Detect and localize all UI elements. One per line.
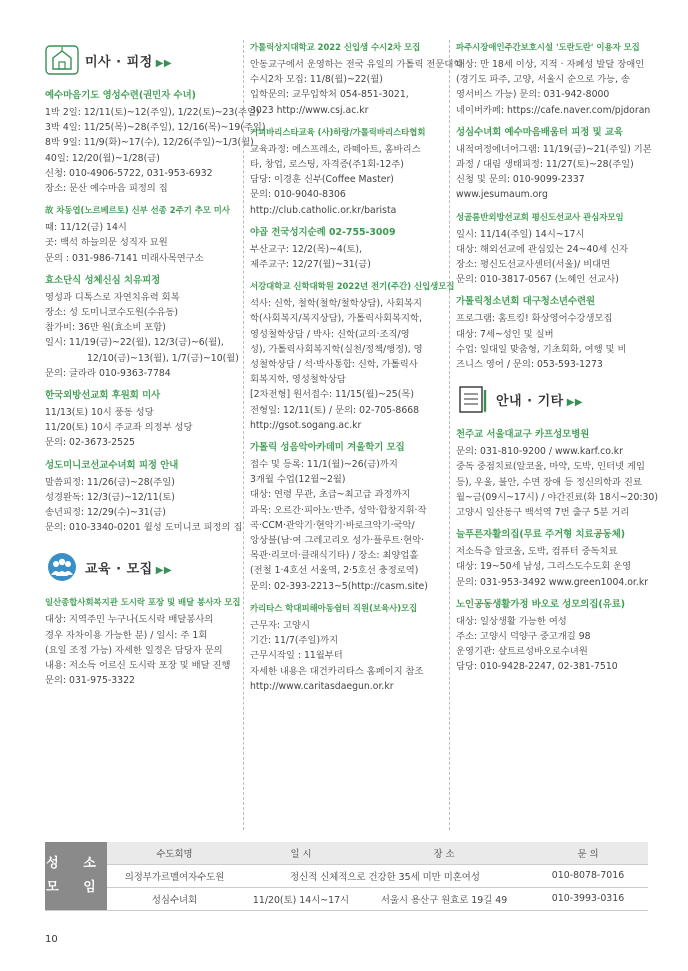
notice-line: 수업: 일대일 맞춤형, 기초회화, 여행 및 비 [456,343,627,355]
notice-line: (요일 조정 가능) 자세한 일정은 담당자 문의 [45,644,223,656]
notice-title: 파주시장애인주간보호시설 '도란도란' 이용자 모집 [456,42,640,52]
notice-item [456,294,648,372]
table-row: 성심수녀회 11/20(토) 14시~17시 서울시 용산구 원효로 19길 49 010-3993-0316 [45,887,648,910]
mass-list [45,88,266,535]
section-header-info [456,379,648,419]
notice-line: 안동교구에서 운영하는 전국 유일의 가톨릭 전문대학 [250,59,463,70]
people-icon [45,552,79,582]
notice-title: 일산종합사회복지관 도시락 포장 및 배달 봉사자 모집 [45,597,241,608]
notice-line: 전형일: 12/11(토) / 문의: 02-705-8668 [250,404,420,416]
notice-line: 장소: 평신도선교사센터(서울)/ 비대면 [456,259,611,271]
notice-title: 가톨릭 성음악아카데미 겨울학기 모집 [250,442,405,454]
notice-line: 타, 창업, 로스팅, 자격증(주1회-12주) [250,159,404,171]
notice-line: 문의: 02-3673-2525 [45,437,135,449]
notice-line: 문의: 글라라 010-9363-7784 [45,367,171,379]
notice-line: 수시2차 모집: 11/8(월)~22(월) [250,74,383,86]
column-3 [456,40,658,682]
notice-item [45,595,241,688]
notice-line: 문의: 031-975-3322 [45,675,135,687]
notice-line: 접수 및 등록: 11/1(월)~26(금)까지 [250,459,398,471]
column-divider [449,40,450,830]
page-number: 10 [45,934,58,945]
notice-line: 장소: 성 도미니코수도원(수유동) [45,307,179,319]
notice-line: 운영기관: 샬트르성바오로수녀원 [456,646,588,658]
notice-item [456,597,648,675]
notice-line: 과정 / 대림 생태피정: 11/27(토)~28(주일) [456,159,634,171]
notice-line: 자세한 내용은 대건카리타스 홈페이지 참조 [250,665,424,677]
notice-item [456,210,648,288]
notice-line: 3개월 수업(12월~2월) [250,474,346,486]
notice-line: 성철학상담 / 석·박사통합: 신학, 가톨릭사 [250,359,418,371]
notice-line: 프로그램: 홈트킹! 화상영어수강생모집 [456,313,613,325]
notice-line: 문의: 010-9040-8306 [250,189,346,201]
notice-item [250,279,455,433]
notice-line: 때: 11/12(금) 14시 [45,222,127,234]
notice-title: 성골롬반외방선교회 평신도선교사 관심자모임 [456,211,624,222]
notice-line: http://gsot.sogang.ac.kr [250,419,362,431]
section-header-edu [45,547,237,587]
notice-line: 송년피정: 12/29(수)~31(금) [45,507,166,519]
notice-line: 12/10(금)~13(월), 1/7(금)~10(월) [87,352,239,364]
edu-list-col2 [250,40,463,694]
notice-line: 문의: 010-3817-0567 (노혜인 선교사) [456,274,619,286]
notice-line: 영성철학상담 / 박사: 신학(교의·조직/영 [250,328,410,340]
notice-line: 성), 가톨릭사회복지학(실천/정책/행정), 영 [250,343,423,355]
notice-line: 곡·CCM·관악기·현악기·바로크악기·국악/ [250,519,415,531]
notice-line: 영성과 디톡스로 자연치유력 회복 [45,291,180,303]
notice-line: 곳: 백석 하늘의문 성직자 묘원 [45,237,168,249]
notice-line: 신청 및 문의: 010-9099-2337 [456,174,585,186]
notice-item [250,601,442,694]
table-header: 문 의 [528,842,648,864]
notice-line: 입학문의: 교무입학처 054-851-3021, [250,89,409,101]
notice-line: 저소득층 알코올, 도박, 컴퓨터 중독치료 [456,546,618,558]
notice-line: 즈니스 영어 / 문의: 053-593-1273 [456,359,603,371]
notice-line: 신청: 010-4906-5722, 031-953-6932 [45,167,213,179]
notice-line: 말씀피정: 11/26(금)~28(주일) [45,476,175,488]
edu-list-col3 [456,40,652,372]
notice-line: http://club.catholic.or.kr/barista [250,204,397,216]
notice-title: 노인공동생활가정 바오로 성모의집(유료) [456,598,626,610]
notice-line: 영서비스 가능) 문의: 031-942-8000 [456,89,610,101]
section-header-mass [45,40,237,80]
notice-line: 대상: 만 18세 이상, 지적 · 자폐성 발달 장애인 [456,59,645,70]
notice-line: 내적여정에너어그램: 11/19(금)~21(주일) 기본 [456,143,652,155]
notice-line: 기간: 11/7(주일)까지 [250,635,339,647]
notice-line: 앙상블(남·여 그레고리오 성가·플루트·현악· [250,535,425,547]
column-2 [250,40,463,701]
notice-line: 교육과정: 에스프레소, 라떼아트, 홈바리스 [250,143,421,155]
arrows-edu: ▶▶ [155,564,173,576]
notice-line: 부산교구: 12/2(목)~4(토), [250,243,363,255]
notice-line: 문의: 02-393-2213~5(http://casm.site) [250,580,428,592]
notice-title: 커피바리스타교육 (사)하랑/가톨릭바리스타협회 [250,126,426,137]
notice-item [250,125,442,218]
notice-title: 야곱 전국성지순례 02-755-3009 [250,226,396,238]
notice-item [45,458,243,536]
notice-title: 성도미니코선교수녀회 피정 안내 [45,459,179,471]
notice-line: (경기도 파주, 고양, 서울시 순으로 가능, 송 [456,74,630,86]
notice-line: 담당: 이경훈 신부(Coffee Master) [250,174,394,186]
notice-title: 한국외방선교회 후원회 미사 [45,390,161,402]
notice-line: 1박 2일: 12/11(토)~12(주일), 1/22(토)~23(주일) [45,107,260,118]
notice-title: 故 차동엽(노르베르토) 신부 선종 2주기 추모 미사 [45,205,230,216]
notepad-icon [456,384,490,414]
notice-title: 가톨릭청소년회 대구청소년수련원 [456,296,596,308]
notice-title: 효소단식 성체신심 치유피정 [45,274,161,286]
notice-line: 문의: 031-953-3492 www.green1004.or.kr [456,576,649,588]
notice-line: 목관·리코더·클래식기타) / 장소: 최양업홀 [250,550,419,562]
notice-item [45,203,237,266]
notice-line: 대상: 일상생활 가능한 여성 [456,615,567,627]
notice-line: 제주교구: 12/27(월)~31(금) [250,259,371,271]
table-header: 일 시 [242,842,360,864]
column-1 [45,40,266,695]
notice-line: 8박 9일: 11/9(화)~17(수), 12/26(주일)~1/3(월) [45,137,254,149]
notice-item [456,527,648,590]
church-icon [45,45,79,75]
notice-item [250,440,442,594]
notice-line: 월~금(09시~17시) / 야간진료(화 18시~20:30) [456,491,658,503]
arrows-mass: ▶▶ [155,57,173,69]
notice-line: 11/20(토) 10시 주교좌 의정부 성당 [45,422,193,434]
notice-line: 근무자: 고양시 [250,619,310,631]
notice-line: 회복지학, 영성철학상담 [250,374,346,386]
notice-line: 11/13(토) 10시 풍동 성당 [45,407,154,419]
notice-title: 카리타스 학대피해아동쉼터 직원(보육사)모집 [250,602,418,613]
notice-line: 3023 http://www.csj.ac.kr [250,104,369,116]
notice-title: 예수마음기도 영성수련(권민자 수녀) [45,90,196,101]
section-title-edu: 교육 · 모집 [85,561,153,577]
notice-line: 장소: 문산 예수마음 피정의 집 [45,183,168,195]
notice-line: 대상: 해외선교에 관심있는 24~40세 신자 [456,243,629,255]
column-divider [243,40,244,830]
notice-item [456,40,651,118]
notice-line: 중독 중점치료(알코올, 마약, 도박, 인터넷 게임 [456,461,645,473]
notice-item [456,427,658,520]
section-title-info: 안내 · 기타 [496,393,564,409]
notice-item [45,388,237,451]
notice-line: [2차전형] 원서접수: 11/15(월)~25(목) [250,389,414,401]
vocation-meeting-table [45,842,648,911]
notice-line: (전철 1·4호선 서울역, 2·5호선 충정로역) [250,565,419,577]
notice-line: 등), 우울, 불안, 수면 장애 등 정신의학과 진료 [456,476,642,488]
notice-title: 가톨릭상지대학교 2022 신입생 수시2차 모집 [250,42,421,52]
notice-line: 일시: 11/19(금)~22(월), 12/3(금)~6(월), [45,337,224,349]
edu-list-col1 [45,595,241,688]
info-list [456,427,658,674]
section-title-mass: 미사 · 피정 [85,54,153,70]
notice-item [456,125,652,203]
notice-title: 늘푸른자활의집(무료 주거형 치료공동체) [456,529,626,541]
notice-line: 내용: 저소득 어르신 도시락 포장 및 배달 진행 [45,660,231,672]
notice-line: 석사: 신학, 철학(철학/철학상담), 사회복지 [250,298,422,310]
notice-line: 담당: 010-9428-2247, 02-381-7510 [456,661,618,673]
notice-line: 주소: 고양시 덕양구 중고개길 98 [456,631,591,643]
notice-line: 근무시작일 : 11월부터 [250,650,343,662]
notice-line: 성경완독: 12/3(금)~12/11(토) [45,491,175,503]
notice-line: 대상: 7세~성인 및 실버 [456,328,554,340]
notice-title: 성심수녀회 예수마음배움터 피정 및 교육 [456,126,624,138]
notice-title: 서강대학교 신학대학원 2022년 전기(주간) 신입생모집 [250,281,455,292]
table-row: 의정부가르멜여자수도원 정신적 신체적으로 건강한 35세 미만 미혼여성 010-8078-7016 [45,864,648,887]
notice-line: 경우 자차이용 가능한 분) / 일시: 주 1회 [45,629,208,641]
arrows-info: ▶▶ [566,396,584,408]
notice-line: 3박 4일: 11/25(목)~28(주일), 12/16(목)~19(주일) [45,122,266,134]
notice-item [250,40,463,118]
notice-line: 학(사회복지/복지상담), 가톨릭사회복지학, [250,313,422,325]
table-header: 장 소 [360,842,528,864]
notice-line: 문의: 010-3340-0201 윌성 도미니코 피정의 집 [45,522,243,534]
notice-line: 과목: 오르간·피아노·반주, 성악·합창지휘·작 [250,504,427,516]
notice-title: 천주교 서울대교구 카프성모병원 [456,429,590,441]
notice-line: 네이버카페: https://cafe.naver.com/pjdoran [456,104,651,116]
notice-line: 대상: 연령 무관, 초급~최고급 과정까지 [250,489,411,501]
notice-line: 문의: 031-810-9200 / www.karf.co.kr [456,446,623,458]
notice-item [250,225,442,272]
notice-line: 대상: 19~50세 남성, 그리스도수도회 운영 [456,561,632,573]
notice-item [45,88,266,196]
notice-line: 40일: 12/20(월)~1/28(금) [45,152,160,164]
notice-line: 일시: 11/14(주일) 14시~17시 [456,228,585,240]
notice-line: 고양시 일산동구 백석역 7번 출구 5분 거리 [456,507,630,519]
table-side-label: 성 소 모 임 [45,842,107,910]
table-header: 수도회명 [107,842,242,864]
notice-line: http://www.caritasdaegun.or.kr [250,680,394,692]
notice-line: 문의 : 031-986-7141 미래사목연구소 [45,252,204,264]
notice-item [45,273,237,381]
notice-line: 대상: 지역주민 누구나(도시락 배달봉사의 [45,614,214,626]
notice-line: www.jesumaum.org [456,189,548,201]
notice-line: 참가비: 36만 원(효소비 포함) [45,322,166,334]
